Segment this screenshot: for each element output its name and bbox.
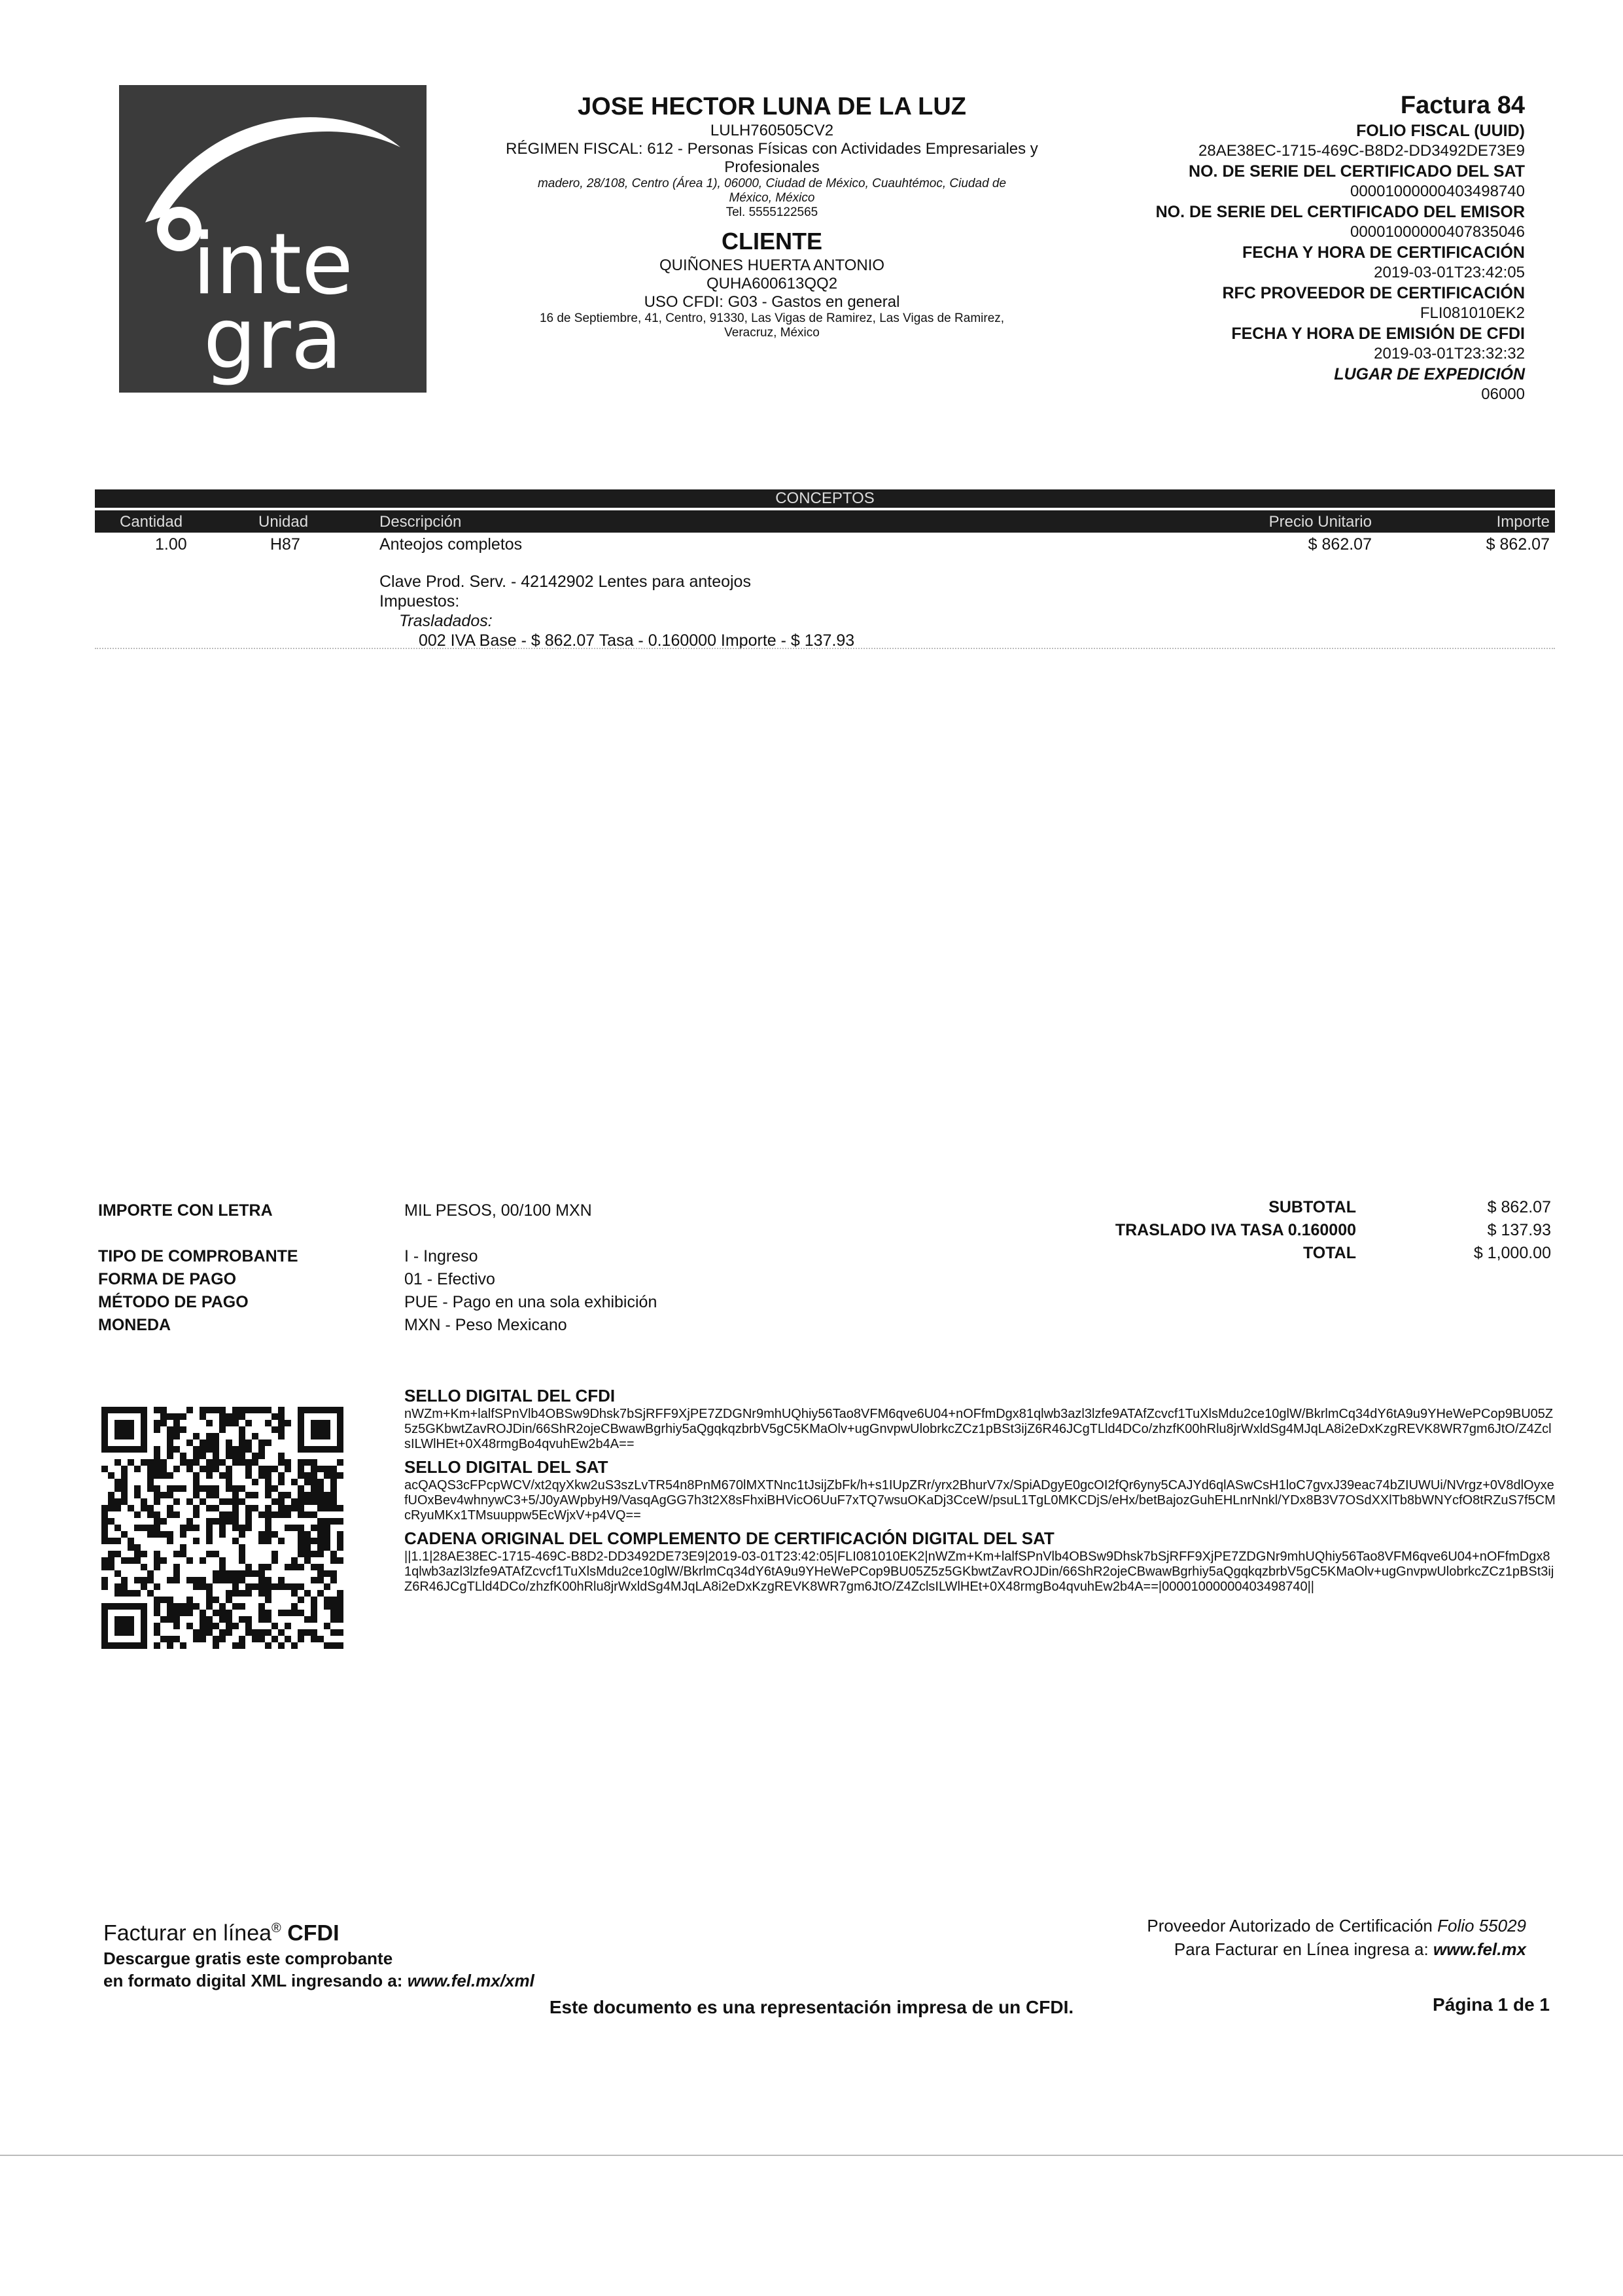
iva-detail: 002 IVA Base - $ 862.07 Tasa - 0.160000 Importe - $ 137.93: [419, 631, 855, 650]
cert-date-label: FECHA Y HORA DE CERTIFICACIÓN: [1242, 243, 1525, 262]
folio-value: 28AE38EC-1715-469C-B8D2-DD3492DE73E9: [1198, 142, 1525, 160]
currency-label: MONEDA: [98, 1316, 171, 1334]
amount-in-words-label: IMPORTE CON LETRA: [98, 1201, 273, 1220]
client-address: 16 de Septiembre, 41, Centro, 91330, Las Vigas de Ramirez, Las Vigas de Ramirez,: [539, 311, 1005, 325]
qr-code: [101, 1407, 343, 1649]
issuer-address-cont: México, México: [729, 191, 815, 205]
provider-rfc-label: RFC PROVEEDOR DE CERTIFICACIÓN: [1222, 284, 1525, 302]
invoice-online-text: Para Facturar en Línea ingresa a:: [1174, 1939, 1429, 1959]
client-rfc: QUHA600613QQ2: [706, 275, 838, 292]
provider-text: Proveedor Autorizado de Certificación: [1147, 1916, 1433, 1935]
integra-logo: [119, 85, 427, 393]
voucher-type-label: TIPO DE COMPROBANTE: [98, 1247, 298, 1265]
provider-line: [1147, 1914, 1526, 1937]
cfdi-seal-label: SELLO DIGITAL DEL CFDI: [404, 1386, 616, 1405]
issuer-regime-cont: Profesionales: [724, 158, 820, 176]
col-description: Descripción: [379, 513, 462, 531]
invoice-number: Factura 84: [1400, 92, 1525, 119]
total-label: TOTAL: [1302, 1244, 1356, 1262]
bottom-divider: [0, 2155, 1623, 2156]
page-number: Página 1 de 1: [1433, 1994, 1550, 2015]
issuer-name: JOSE HECTOR LUNA DE LA LUZ: [578, 93, 966, 120]
row-quantity: 1.00: [155, 535, 187, 554]
amount-in-words: MIL PESOS, 00/100 MXN: [404, 1201, 592, 1220]
taxes-label: Impuestos:: [379, 592, 460, 610]
issuer-phone: Tel. 5555122565: [725, 205, 818, 219]
registered-mark: ®: [271, 1921, 281, 1935]
subtotal-label: SUBTOTAL: [1268, 1198, 1356, 1216]
client-address-cont: Veracruz, México: [724, 326, 820, 340]
concepts-divider: [95, 648, 1555, 649]
provider-folio: Folio 55029: [1437, 1916, 1526, 1935]
place-label: LUGAR DE EXPEDICIÓN: [1334, 365, 1525, 383]
col-quantity: Cantidad: [120, 513, 183, 531]
invoice-online-line: [1147, 1937, 1526, 1961]
footer-brand: [103, 1914, 534, 1947]
issuer-block: [458, 92, 1086, 340]
cfdi-seal: nWZm+Km+lalfSPnVlb4OBSw9Dhsk7bSjRFF9XjPE7ZDGNr9mhUQhiy56Tao8VFM6qve6U04+nOFfmDgx81qlwb3azl3lzfe9ATAfZcvcf1TuXlsMdu2ce10glW/BkrlmCq34dY6tA9u9YHeWePCop9BU05Z5z5GKbwtZavROJDin/66ShR2ojeCBwawBgrhiy5aQgqkqzbrbV5gC5KMaOlv+ugGnvpwUlobrkcZCz1pBSt3ijZ6R46JCgTLld4DCo/zhzfK00hRlu8jrWxldSg4MJqLA8i2eDxKzgREVK8WR7gm6JtO/Z4ZclsILWlHEt+0X48rmgBo4qvuhEw2b4A==: [404, 1407, 1554, 1451]
issuer-address: madero, 28/108, Centro (Área 1), 06000, Ciudad de México, Cuauhtémoc, Ciudad de: [537, 177, 1007, 190]
digital-stamps: [404, 1381, 1556, 1595]
format-text: en formato digital XML ingresando a:: [103, 1971, 403, 1991]
concept-detail: [379, 572, 854, 650]
sat-seal: acQAQS3cFPcpWCV/xt2qyXkw2uS3szLvTR54n8PnM670lMXTNnc1tJsijZbFk/h+s1IUpZRr/yrx2BhurV7x/SpiADgyE0gcOI2fQr6yny5CAJYd6qlASwCsH1loC7gvxJ39eac74bZIUWUi/NVrgz+0V8dlOyxefUOxBev4whnywC3+5/J0yAWpbyH9/VasqAgGG7h3t2X8sFhxiBHVicO6UuF7xTQ7wsuOKaDj3CceW/psuL1TgL0MKCDjS/eHx/betBajozGuhEHLnrNnkl/YDx8B3V7OSdXXlTb8bWNYcfO8tRZuS7f5CMcRyuMKx1TMsuuppw5EcWjxV+p4VQ==: [404, 1478, 1556, 1523]
cert-date-value: 2019-03-01T23:42:05: [1374, 264, 1525, 281]
cfdi-representation-note: Este documento es una representación impresa de un CFDI.: [549, 1997, 1074, 2017]
col-unit-price: Precio Unitario: [1268, 513, 1372, 531]
product-key: Clave Prod. Serv. - 42142902 Lentes para anteojos: [379, 573, 751, 591]
issue-date-label: FECHA Y HORA DE EMISIÓN DE CFDI: [1231, 325, 1525, 343]
issuer-rfc: LULH760505CV2: [710, 122, 834, 139]
voucher-type: I - Ingreso: [404, 1247, 478, 1265]
download-line: Descargue gratis este comprobante: [103, 1949, 393, 1969]
issuer-serial-value: 00001000000407835046: [1350, 223, 1525, 241]
integra-logo-graphic: [119, 85, 427, 393]
provider-rfc-value: FLI081010EK2: [1420, 304, 1525, 322]
brand-cfdi: CFDI: [287, 1920, 340, 1946]
client-heading: CLIENTE: [721, 228, 822, 255]
client-uso-cfdi: USO CFDI: G03 - Gastos en general: [644, 293, 900, 311]
currency: MXN - Peso Mexicano: [404, 1316, 567, 1334]
folio-label: FOLIO FISCAL (UUID): [1356, 122, 1525, 140]
client-name: QUIÑONES HUERTA ANTONIO: [659, 256, 885, 274]
svg-text:inte: inte: [192, 216, 353, 313]
fel-link[interactable]: www.fel.mx: [1433, 1939, 1526, 1959]
col-unit: Unidad: [258, 513, 309, 531]
concepts-header-row: [95, 510, 1555, 533]
original-chain-label: CADENA ORIGINAL DEL COMPLEMENTO DE CERTIFICACIÓN DIGITAL DEL SAT: [404, 1528, 1055, 1548]
iva-transfer-value: $ 137.93: [1487, 1221, 1551, 1239]
footer-left: [103, 1914, 534, 1992]
col-amount: Importe: [1496, 513, 1550, 531]
concepts-title: CONCEPTOS: [95, 489, 1555, 508]
total-value: $ 1,000.00: [1473, 1244, 1551, 1262]
place-value: 06000: [1481, 385, 1525, 403]
original-chain: ||1.1|28AE38EC-1715-469C-B8D2-DD3492DE73E9|2019-03-01T23:42:05|FLI081010EK2|nWZm+Km+lalfSPnVlb4OBSw9Dhsk7bSjRFF9XjPE7ZDGNr9mhUQhiy56Tao8VFM6qve6U04+nOFfmDgx81qlwb3azl3lzfe9ATAfZcvcf1TuXlsMdu2ce10glW/BkrlmCq34dY6tA9u9YHeWePCop9BU05Z5z5GKbwtZavROJDin/66ShR2ojeCBwawBgrhiy5aQgqkqzbrbV5gC5KMaOlv+ugGnvpwUlobrkcZCz1pBSt3ijZ6R46JCgTLld4DCo/zhzfK00hRlu8jrWxldSg4MJqLA8i2eDxKzgREVK8WR7gm6JtO/Z4ZclsILWlHEt+0X48rmgBo4qvuhEw2b4A==|00001000000403498740||: [404, 1549, 1554, 1594]
footer-right: [1147, 1914, 1526, 1961]
format-line: [103, 1969, 534, 1992]
sat-serial-label: NO. DE SERIE DEL CERTIFICADO DEL SAT: [1189, 162, 1525, 181]
payment-method: PUE - Pago en una sola exhibición: [404, 1293, 657, 1311]
xml-link[interactable]: www.fel.mx/xml: [407, 1971, 534, 1991]
row-description: Anteojos completos: [379, 535, 523, 554]
iva-transfer-label: TRASLADO IVA TASA 0.160000: [1115, 1221, 1356, 1239]
payment-method-label: MÉTODO DE PAGO: [98, 1293, 249, 1311]
row-unit-price: $ 862.07: [1308, 535, 1372, 554]
sat-seal-label: SELLO DIGITAL DEL SAT: [404, 1457, 608, 1477]
issuer-serial-label: NO. DE SERIE DEL CERTIFICADO DEL EMISOR: [1155, 203, 1525, 221]
row-unit: H87: [270, 535, 300, 554]
transferred-label: Trasladados:: [399, 612, 493, 630]
payment-form-label: FORMA DE PAGO: [98, 1270, 237, 1288]
fiscal-block: [1015, 90, 1525, 404]
issue-date-value: 2019-03-01T23:32:32: [1374, 345, 1525, 362]
brand-text: Facturar en línea: [103, 1920, 272, 1946]
issuer-regime: RÉGIMEN FISCAL: 612 - Personas Físicas con Actividades Empresariales y: [506, 140, 1038, 158]
payment-form: 01 - Efectivo: [404, 1270, 495, 1288]
row-amount: $ 862.07: [1486, 535, 1550, 554]
svg-text:gra: gra: [203, 291, 343, 388]
sat-serial-value: 00001000000403498740: [1350, 183, 1525, 200]
subtotal-value: $ 862.07: [1487, 1198, 1551, 1216]
